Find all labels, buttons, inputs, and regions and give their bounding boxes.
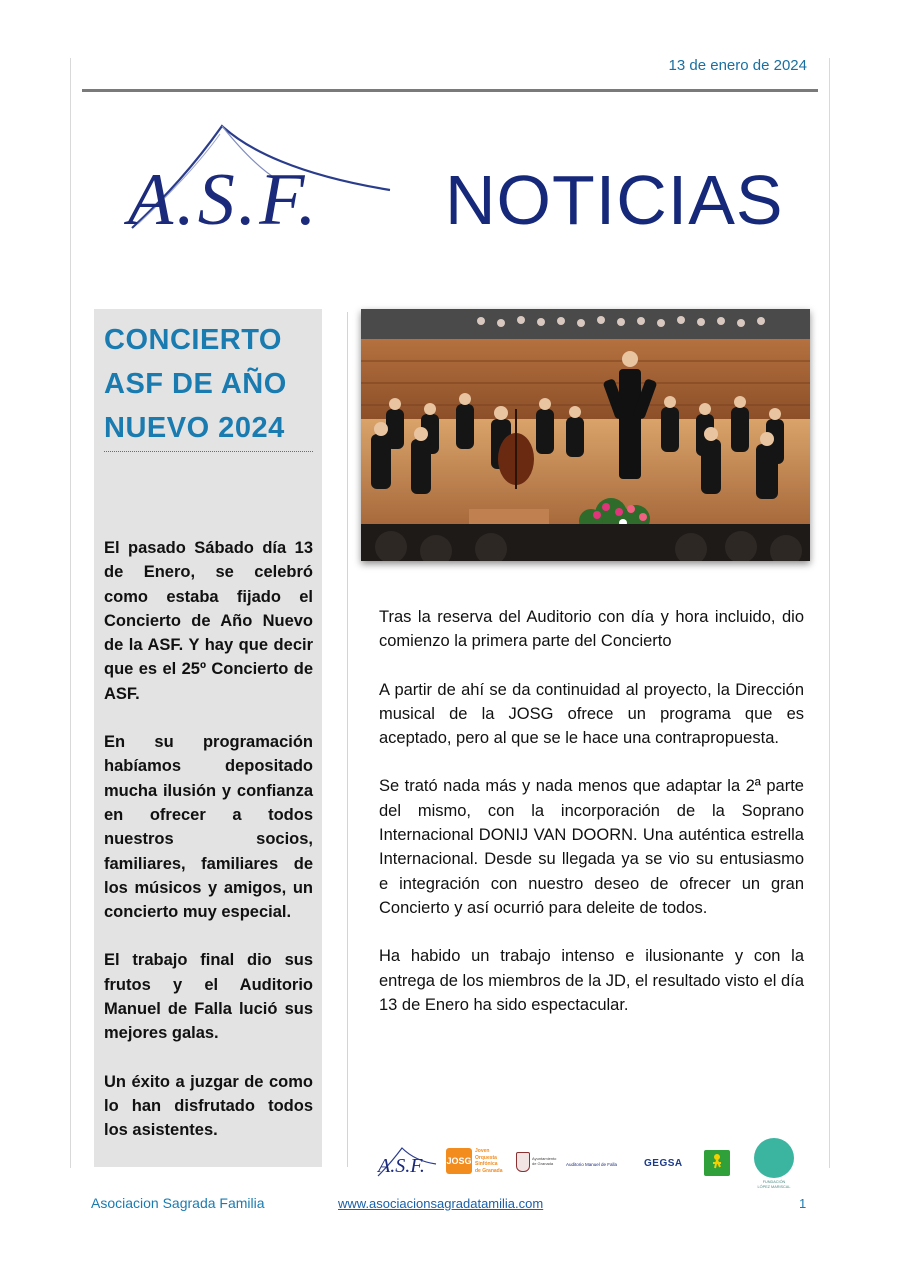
footer-website-link[interactable]: www.asociacionsagradatamilia.com xyxy=(338,1196,544,1211)
headline-dotted-rule xyxy=(104,451,313,452)
body-paragraph: Se trató nada más y nada menos que adaptar la 2ª parte del mismo, con la incorporación de la Soprano Internacional DONIJ VAN DOORN. Una auténtica estrella Internacional. Desde su llegada ya se vio su entusiasmo e integración con nuestro deseo de ofrecer un gran Concierto y así ocurrió para deleite de todos. xyxy=(379,777,804,917)
josg-text xyxy=(475,1148,503,1174)
fundacion-text-line: FUNDACIÓN xyxy=(762,1180,786,1184)
josg-text-line: Orquesta xyxy=(475,1154,497,1161)
page-frame-right xyxy=(829,58,830,1168)
sponsor-logos xyxy=(376,1138,796,1194)
concert-photo-illustration xyxy=(361,309,810,561)
page-number: 1 xyxy=(799,1196,807,1211)
josg-text-line: Sinfónica xyxy=(475,1161,498,1167)
sponsor-asf-text: A.S.F. xyxy=(378,1155,425,1177)
ayuntamiento-text-line: de Granada xyxy=(532,1161,554,1166)
column-divider xyxy=(347,312,348,1167)
josg-text-line: de Granada xyxy=(475,1167,503,1174)
coat-of-arms-icon xyxy=(516,1152,530,1172)
article-headline xyxy=(104,318,319,450)
fundacion-text xyxy=(748,1180,800,1190)
ayuntamiento-text xyxy=(532,1156,556,1166)
sponsor-ayuntamiento-logo xyxy=(516,1152,564,1176)
sponsor-once-logo xyxy=(704,1150,730,1176)
fundacion-circle-icon xyxy=(754,1138,794,1178)
header-rule xyxy=(82,89,818,92)
headline-line: CONCIERTO xyxy=(104,324,282,356)
orchestra-concert-photo xyxy=(361,309,810,561)
sidebar-paragraph: El trabajo final dio sus frutos y el Auditorio Manuel de Falla lució sus mejores galas. xyxy=(104,951,313,1043)
issue-date: 13 de enero de 2024 xyxy=(668,57,807,74)
newsletter-title: NOTICIAS xyxy=(445,161,784,239)
sponsor-auditorio-logo: Auditorio Manuel de Falla xyxy=(566,1162,618,1167)
headline-line: NUEVO 2024 xyxy=(104,412,285,444)
josg-text-line: Joven xyxy=(475,1148,490,1154)
sponsor-fundacion-logo xyxy=(748,1138,798,1194)
body-paragraph: Tras la reserva del Auditorio con día y hora incluido, dio comienzo la primera parte del Concierto xyxy=(379,608,804,651)
body-paragraph: Ha habido un trabajo intenso e ilusionante y con la entrega de los miembros de la JD, el resultado visto el día 13 de Enero ha sido espectacular. xyxy=(379,947,804,1014)
headline-line: ASF DE AÑO xyxy=(104,368,287,400)
sidebar-paragraph: Un éxito a juzgar de como lo han disfrutado todos los asistentes. xyxy=(104,1072,313,1140)
sponsor-gegsa-logo: GEGSA xyxy=(644,1158,683,1169)
josg-badge: JOSG xyxy=(446,1148,472,1174)
sponsor-asf-logo xyxy=(376,1146,438,1180)
footer-organization: Asociacion Sagrada Familia xyxy=(91,1195,265,1211)
sidebar-text xyxy=(104,536,313,1167)
fundacion-text-line: LÓPEZ MARISCAL xyxy=(757,1185,791,1189)
sidebar-paragraph: En su programación habíamos depositado mucha ilusión y confianza en ofrecer a todos nuestros socios, familiares, familiares de los músicos y amigos, un concierto muy especial. xyxy=(104,733,313,922)
sponsor-josg-logo xyxy=(446,1148,506,1178)
sidebar-paragraph: El pasado Sábado día 13 de Enero, se celebró como estaba fijado el Concierto de Año Nuevo de la ASF. Y hay que decir que es el 25º Concierto de ASF. xyxy=(104,539,313,703)
once-figure-icon xyxy=(704,1150,730,1176)
article-body xyxy=(379,605,804,1041)
asf-logo xyxy=(128,120,398,241)
page-frame-left xyxy=(70,58,71,1168)
body-paragraph: A partir de ahí se da continuidad al proyecto, la Dirección musical de la JOSG ofrece un programa que es aceptado, pero al que se le hace una contrapropuesta. xyxy=(379,680,804,748)
logo-text: A.S.F. xyxy=(128,159,320,241)
ayuntamiento-text-line: Ayuntamiento xyxy=(532,1156,557,1161)
